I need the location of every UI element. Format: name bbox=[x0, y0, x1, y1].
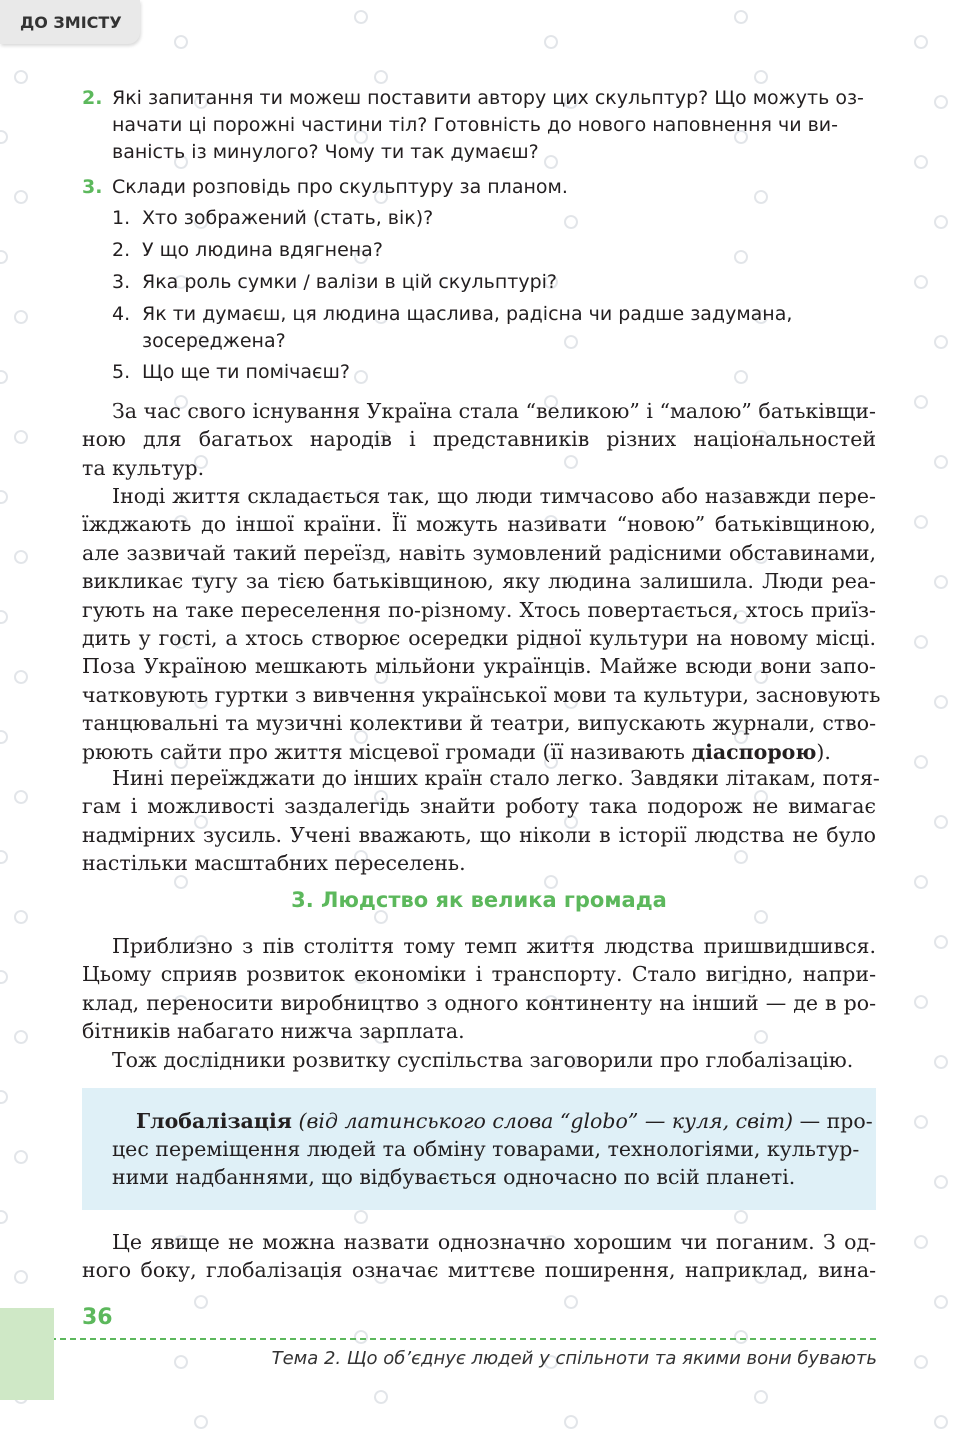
paragraph-homeland bbox=[82, 397, 876, 482]
text-line: чатковують гуртки з вивчення української мови та культури, засновують bbox=[82, 682, 881, 707]
text-line: дить у гості, а хтось створює осередки рідної культури на новому місці. bbox=[82, 625, 876, 650]
plan-item-text: Яка роль сумки / валізи в цій скульптурі? bbox=[142, 271, 558, 293]
footer-topic: Тема 2. Що об’єднує людей у спільноти та якими вони бувають bbox=[271, 1348, 877, 1369]
text-line: Нині переїжджати до інших країн стало легко. Завдяки літакам, потя- bbox=[112, 766, 880, 790]
watermark-logo bbox=[929, 1414, 953, 1430]
plan-item-4 bbox=[112, 301, 872, 355]
text-fragment: ). bbox=[816, 739, 831, 764]
text-fragment: рюють сайти про життя місцевої громади (її називають bbox=[82, 739, 692, 764]
text-line: Цьому сприяв розвиток економіки і транспорту. Стало вигідно, напри- bbox=[82, 962, 876, 987]
text-line: ною для багатьох народів і представників різних національностей bbox=[82, 427, 876, 452]
definition-line: цес переміщення людей та обміну товарами, технологіями, культур- bbox=[112, 1137, 860, 1161]
text-line: Це явище не можна назвати однозначно хорошим чи поганим. З од- bbox=[112, 1230, 876, 1254]
question-line: Які запитання ти можеш поставити автору цих скульптур? Що можуть оз- bbox=[112, 87, 864, 109]
section-heading: 3. Людство як велика громада bbox=[291, 888, 667, 912]
question-line: ваність із минулого? Чому ти так думаєш? bbox=[112, 141, 539, 163]
text-line: танцювальні та музичні колективи й театри, випускають журнали, ство- bbox=[82, 711, 876, 736]
definition-line bbox=[136, 1107, 873, 1135]
question-2 bbox=[82, 85, 878, 166]
text-line: ного боку, глобалізація означає миттєве поширення, наприклад, вина- bbox=[82, 1258, 876, 1283]
page-number: 36 bbox=[82, 1305, 113, 1330]
text-line: Приблизно з пів століття тому темп життя людства пришвидшився. bbox=[112, 934, 876, 958]
text-fragment: — про- bbox=[793, 1109, 873, 1133]
text-line: гують на таке переселення по-різному. Хтось повертається, хтось приїз- bbox=[82, 597, 876, 622]
plan-item-3 bbox=[112, 269, 872, 296]
definition-term: Глобалізація bbox=[136, 1109, 292, 1133]
plan-item-text: У що людина вдягнена? bbox=[142, 239, 383, 261]
term-diaspora: діаспорою bbox=[691, 739, 817, 764]
definition-etymology: (від латинського слова “globo” — куля, світ) bbox=[298, 1109, 794, 1133]
definition-line: ними надбаннями, що відбувається одночасно по всій планеті. bbox=[112, 1165, 796, 1189]
toc-button[interactable]: ДО ЗМІСТУ bbox=[0, 0, 140, 44]
text-line: Тож дослідники розвитку суспільства заговорили про глобалізацію. bbox=[112, 1047, 854, 1072]
question-number: 2. bbox=[82, 87, 103, 109]
plan-item-number: 2. bbox=[112, 239, 131, 261]
plan-item-number: 1. bbox=[112, 207, 131, 229]
plan-item-number: 5. bbox=[112, 361, 131, 383]
plan-item-text: Що ще ти помічаєш? bbox=[142, 361, 350, 383]
plan-item-number: 3. bbox=[112, 271, 131, 293]
paragraph-globalization-intro bbox=[82, 932, 876, 1074]
plan-item-text: Як ти думаєш, ця людина щаслива, радісна чи радше задумана, bbox=[142, 303, 793, 325]
text-line: викликає тугу за тією батьківщиною, яку людина залишила. Люди реа- bbox=[82, 569, 876, 594]
plan-item-1 bbox=[112, 205, 872, 232]
question-line: начати ці порожні частини тіл? Готовність до нового наповнення чи ви- bbox=[112, 114, 839, 136]
text-line: клад, переносити виробництво з одного континенту на інший — де в ро- bbox=[82, 990, 876, 1015]
definition-box bbox=[82, 1088, 876, 1210]
question-number: 3. bbox=[82, 176, 103, 198]
text-line: але зазвичай такий переїзд, навіть зумовлений радісними обставинами, bbox=[82, 540, 876, 565]
text-line-diaspora bbox=[82, 738, 876, 766]
text-line: їжджають до іншої країни. Її можуть називати “новою” батьківщиною, bbox=[82, 512, 876, 537]
text-line: Іноді життя складається так, що люди тимчасово або назавжди пере- bbox=[112, 484, 876, 508]
plan-item-5 bbox=[112, 359, 872, 386]
question-line: Склади розповідь про скульптуру за планом. bbox=[112, 176, 568, 198]
text-line: бітників набагато нижча зарплата. bbox=[82, 1019, 465, 1044]
question-3 bbox=[82, 174, 878, 201]
plan-item-text: зосереджена? bbox=[142, 330, 286, 352]
text-line: гам і можливості заздалегідь знайти роботу така подорож не вимагає bbox=[82, 794, 876, 819]
text-line: Поза Україною мешкають мільйони українців. Майже всюди вони запо- bbox=[82, 654, 876, 679]
watermark-logo bbox=[559, 1414, 583, 1430]
text-line: та культур. bbox=[82, 455, 205, 480]
paragraph-migration bbox=[82, 764, 880, 878]
plan-item-number: 4. bbox=[112, 303, 131, 325]
footer-divider bbox=[40, 1338, 876, 1340]
text-line: настільки масштабних переселень. bbox=[82, 851, 466, 876]
text-line: За час свого існування Україна стала “великою” і “малою” батьківщи- bbox=[112, 399, 876, 423]
plan-item-2 bbox=[112, 237, 872, 264]
page-corner-strip bbox=[0, 1308, 54, 1400]
paragraph-globalization-effects bbox=[82, 1228, 876, 1285]
plan-item-text: Хто зображений (стать, вік)? bbox=[142, 207, 434, 229]
watermark-logo bbox=[189, 1414, 213, 1430]
text-line: надмірних зусиль. Учені вважають, що ніколи в історії людства не було bbox=[82, 822, 876, 847]
paragraph-diaspora bbox=[82, 482, 881, 766]
